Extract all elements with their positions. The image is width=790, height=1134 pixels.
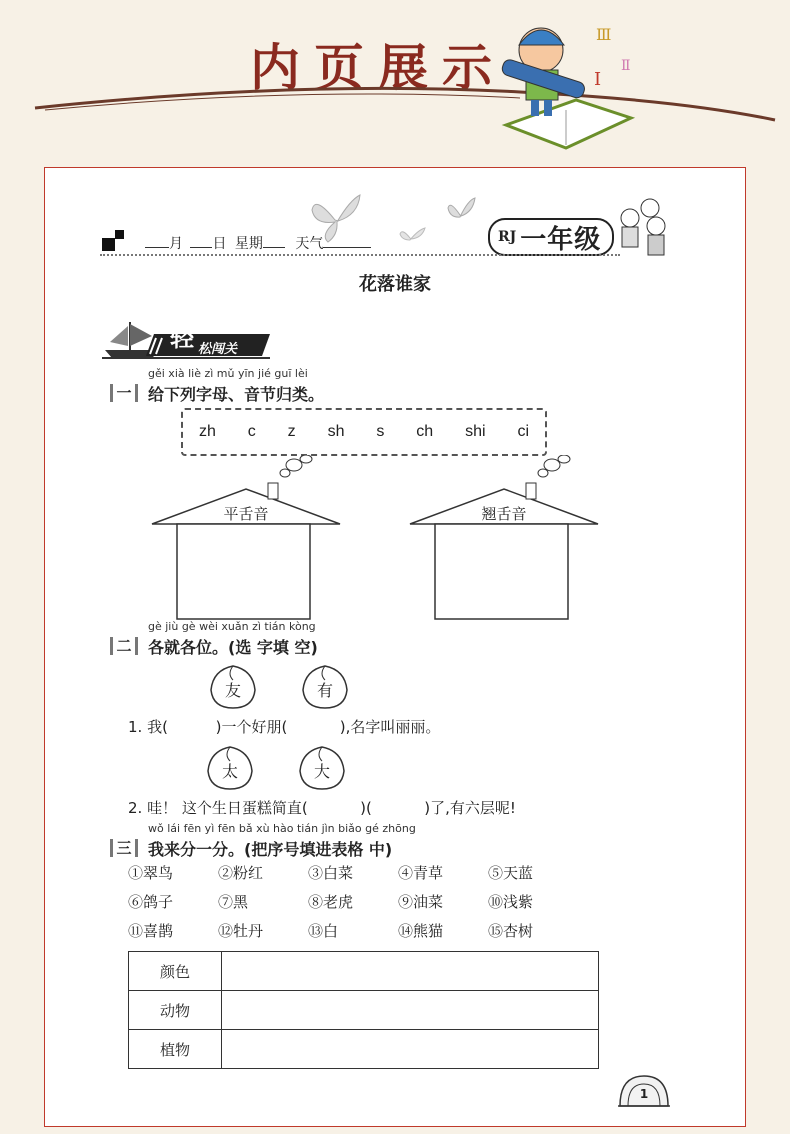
q3-number: 三 [110,839,138,857]
edition-label: RJ [498,229,517,245]
lesson-title: 花落谁家 [359,274,431,295]
house-flat-tongue [152,455,340,619]
grade-label: 一年级 [520,224,602,255]
letter-item: c [247,423,256,440]
answer-cell-plant[interactable] [222,1030,599,1069]
choice-tai: 太 [221,762,238,781]
category-item: ⑤天蓝 [488,864,534,882]
category-item: ⑫牡丹 [218,922,264,940]
table-row [129,952,599,991]
sorting-table [128,951,599,1069]
svg-text:Ⅰ: Ⅰ [594,69,602,90]
grade-badge [488,218,614,256]
category-item: ⑧老虎 [308,893,354,911]
category-item: ⑨油菜 [398,893,444,911]
answer-cell-animal[interactable] [222,991,599,1030]
letter-item: s [376,423,385,440]
category-item: ①翠鸟 [128,864,174,882]
category-item: ⑦黑 [218,893,249,911]
q3-pinyin: wǒ lái fēn yì fēn bǎ xù hào tián jìn biǎo gé zhōng [148,822,416,835]
header-dotted-rule [100,254,620,256]
category-item: ④青草 [398,864,444,882]
day-label: 日 [212,236,227,252]
category-item: ⑭熊猫 [398,922,444,940]
kid-reading-illustration [496,10,646,160]
banner-title: 内页展示 [250,38,506,97]
q1-pinyin: gěi xià liè zì mǔ yīn jié guī lèi [148,367,308,380]
q1-number: 一 [110,384,138,402]
letter-item: ci [517,423,530,440]
row-header-animal: 动物 [129,991,222,1030]
q2-pinyin: gè jiù gè wèi xuǎn zì tián kòng [148,620,316,633]
letter-item: sh [327,423,345,440]
letters-box [181,408,547,456]
svg-text:Ⅲ: Ⅲ [596,25,612,44]
choice-you-friend: 友 [224,681,241,700]
answer-cell-color[interactable] [222,952,599,991]
category-item: ③白菜 [308,864,354,882]
house-retroflex [410,455,598,619]
section-badge-sub: 松闯关 [198,342,238,357]
corner-mark-icon [102,230,128,252]
q3-text: 我来分一分。(把序号填进表格 中) [148,840,393,859]
weather-label: 天气 [295,236,324,252]
category-item: ⑮杏树 [488,922,534,940]
letter-item: z [287,423,296,440]
sorting-houses [140,455,620,625]
choice-da: 大 [313,762,330,781]
choice-you-have: 有 [316,681,333,700]
page-number: 1 [639,1087,649,1101]
q2-text: 各就各位。(选 字填 空) [148,638,318,657]
section-badge-main: 轻 [170,323,194,352]
house-label-flat: 平舌音 [223,505,269,523]
category-item: ⑩浅紫 [488,893,534,911]
house-label-retroflex: 翘舌音 [481,505,527,523]
q1-text: 给下列字母、音节归类。 [148,385,325,404]
q2-number: 二 [110,637,138,655]
letter-item: shi [465,423,486,440]
category-item: ②粉红 [218,864,264,882]
category-item: ⑬白 [308,922,339,940]
letter-item: ch [416,423,434,440]
banner-swoosh [0,80,790,130]
row-header-color: 颜色 [129,952,222,991]
table-row [129,991,599,1030]
q2-sentence-2: 2. 哇！ 这个生日蛋糕简直( )( )了,有六层呢! [128,799,516,817]
letter-item: zh [198,423,216,440]
category-item: ⑪喜鹊 [128,922,174,940]
row-header-plant: 植物 [129,1030,222,1069]
svg-text:Ⅱ: Ⅱ [621,58,631,74]
kids-cartoon-icon [612,196,674,260]
category-item: ⑥鸽子 [128,893,174,911]
butterfly-icon [310,190,480,250]
weekday-label: 星期 [234,236,263,252]
month-label: 月 [169,236,183,252]
q2-sentence-1: 1. 我( )一个好朋( ),名字叫丽丽。 [128,718,441,736]
table-row [129,1030,599,1069]
